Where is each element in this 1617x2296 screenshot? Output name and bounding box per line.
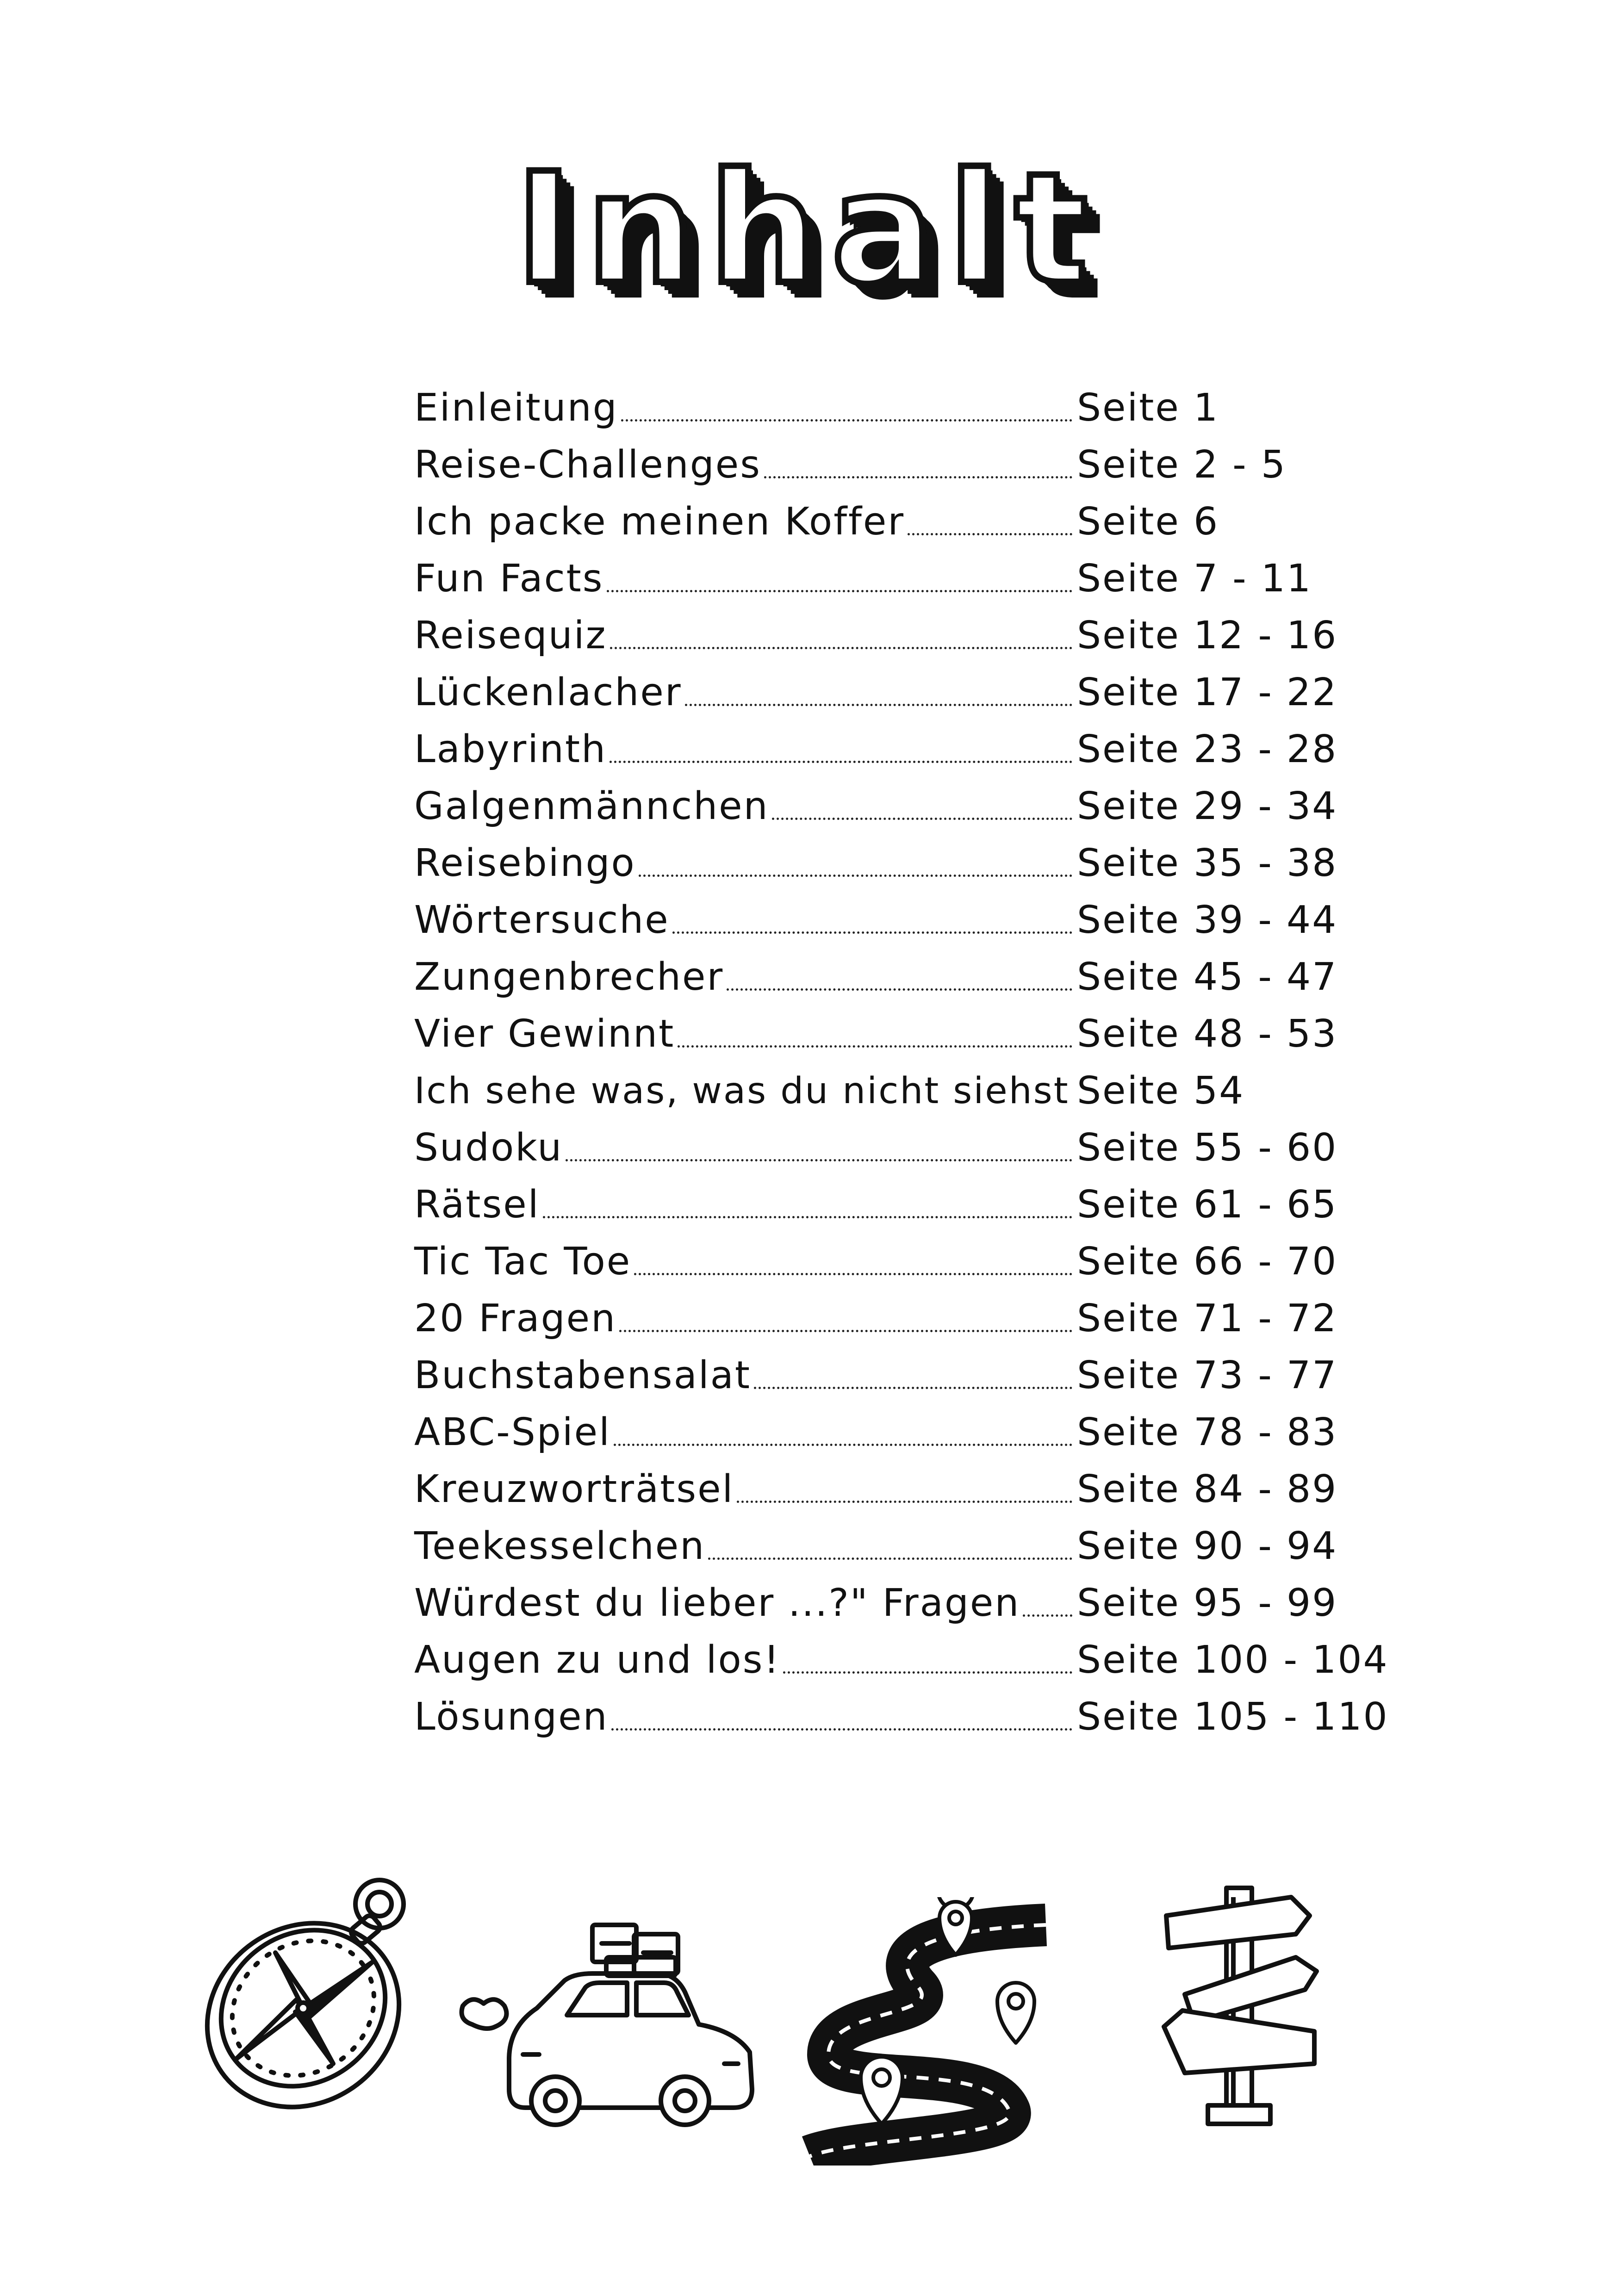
toc-entry (414, 1404, 1391, 1461)
toc-entry-title: Ich packe meinen Koffer (414, 500, 905, 544)
toc-entry (414, 1518, 1391, 1575)
toc-entry (414, 607, 1391, 664)
toc-entry-page: Seite 35 - 38 (1077, 841, 1338, 885)
toc-entry-title: ABC-Spiel (414, 1410, 611, 1454)
toc-entry-title: Reisequiz (414, 614, 607, 658)
toc-entry-page: Seite 48 - 53 (1077, 1012, 1338, 1056)
toc-leader-dots (611, 1728, 1072, 1731)
toc-entry-title: Kreuzworträtsel (414, 1467, 734, 1511)
toc-entry (414, 721, 1391, 778)
toc-entry-title: Labyrinth (414, 727, 607, 771)
toc-entry-title: Einleitung (414, 386, 618, 430)
toc-leader-dots (678, 1045, 1072, 1048)
toc-leader-dots (783, 1671, 1072, 1674)
toc-entry (414, 493, 1391, 550)
toc-entry (414, 835, 1391, 892)
toc-leader-dots (543, 1216, 1072, 1218)
toc-entry-page: Seite 55 - 60 (1077, 1126, 1338, 1170)
toc-entry-page: Seite 7 - 11 (1077, 557, 1312, 601)
toc-entry (414, 1461, 1391, 1518)
toc-leader-dots (708, 1558, 1072, 1560)
toc-entry-page: Seite 73 - 77 (1077, 1353, 1338, 1397)
toc-entry-title: Reisebingo (414, 841, 636, 885)
toc-entry-title: Fun Facts (414, 557, 604, 601)
toc-leader-dots (621, 419, 1072, 422)
toc-entry-title: Reise-Challenges (414, 443, 761, 487)
toc-entry-page: Seite 61 - 65 (1077, 1183, 1338, 1227)
toc-entry-title: Vier Gewinnt (414, 1012, 675, 1056)
toc-entry (414, 1005, 1391, 1062)
toc-entry-page: Seite 6 (1077, 500, 1219, 544)
toc-leader-dots (609, 761, 1072, 763)
toc-leader-dots (610, 647, 1072, 649)
toc-entry-page: Seite 95 - 99 (1077, 1581, 1338, 1625)
toc-entry (414, 379, 1391, 436)
toc-entry-page: Seite 29 - 34 (1077, 784, 1338, 828)
toc-entry-page: Seite 90 - 94 (1077, 1524, 1338, 1568)
toc-entry-title: Tic Tac Toe (414, 1240, 632, 1284)
toc-entry (414, 949, 1391, 1005)
toc-entry-title: Teekesselchen (414, 1524, 706, 1568)
toc-entry (414, 1290, 1391, 1347)
toc-leader-dots (764, 476, 1072, 478)
toc-entry-title: Würdest du lieber ...?" Fragen (414, 1581, 1020, 1625)
toc-entry (414, 1347, 1391, 1404)
toc-entry-title: Sudoku (414, 1126, 563, 1170)
toc-entry (414, 778, 1391, 835)
toc-leader-dots (772, 818, 1072, 820)
toc-entry (414, 436, 1391, 493)
toc-entry-title: Rätsel (414, 1183, 540, 1227)
winding-road-with-pins-icon (801, 1897, 1088, 2166)
toc-entry-page: Seite 2 - 5 (1077, 443, 1287, 487)
toc-entry-page: Seite 78 - 83 (1077, 1410, 1338, 1454)
toc-entry (414, 550, 1391, 607)
toc-leader-dots (754, 1387, 1072, 1389)
toc-entry-page: Seite 84 - 89 (1077, 1467, 1338, 1511)
toc-entry-title: Ich sehe was, was du nicht siehst (414, 1069, 1070, 1112)
toc-entry (414, 1176, 1391, 1233)
toc-entry (414, 1575, 1391, 1632)
toc-entry-page: Seite 45 - 47 (1077, 955, 1338, 999)
title-area (0, 140, 1617, 318)
toc-leader-dots (672, 931, 1072, 934)
toc-entry-title: Zungenbrecher (414, 955, 724, 999)
toc-leader-dots (619, 1330, 1072, 1332)
toc-leader-dots (634, 1273, 1072, 1275)
toc-entry (414, 892, 1391, 949)
toc-leader-dots (566, 1159, 1072, 1161)
toc-entry-page: Seite 23 - 28 (1077, 727, 1338, 771)
toc-entry-title: 20 Fragen (414, 1297, 617, 1340)
signpost-icon (1157, 1879, 1333, 2138)
compass-icon (194, 1869, 444, 2110)
toc-entry-title: Galgenmännchen (414, 784, 769, 828)
page-title: Inhalt (515, 140, 1102, 318)
toc-leader-dots (614, 1444, 1072, 1446)
toc-entry-page: Seite 66 - 70 (1077, 1240, 1338, 1284)
toc-leader-dots (1023, 1614, 1072, 1617)
toc-leader-dots (737, 1501, 1072, 1503)
toc-entry-title: Buchstabensalat (414, 1353, 752, 1397)
toc-leader-dots (727, 988, 1072, 991)
toc-entry (414, 1632, 1391, 1688)
toc-entry (414, 1233, 1391, 1290)
toc-entry-page: Seite 1 (1077, 386, 1219, 430)
toc-entry (414, 664, 1391, 721)
toc-entry-page: Seite 39 - 44 (1077, 898, 1338, 942)
toc-leader-dots (685, 704, 1072, 706)
toc-entry (414, 1688, 1391, 1745)
toc-leader-dots (607, 590, 1072, 592)
car-with-luggage-icon (454, 1916, 759, 2152)
toc-entry (414, 1062, 1391, 1119)
toc-entry-title: Lösungen (414, 1695, 609, 1739)
toc-leader-dots (639, 875, 1072, 877)
toc-entry-page: Seite 12 - 16 (1077, 614, 1338, 658)
toc-entry-page: Seite 54 (1077, 1069, 1245, 1113)
toc-entry-title: Augen zu und los! (414, 1638, 781, 1682)
toc-entry-title: Wörtersuche (414, 898, 670, 942)
toc-leader-dots (908, 533, 1072, 535)
toc-entry (414, 1119, 1391, 1176)
toc-entry-page: Seite 105 - 110 (1077, 1695, 1389, 1739)
toc-entry-page: Seite 17 - 22 (1077, 670, 1338, 714)
toc-entry-page: Seite 100 - 104 (1077, 1638, 1389, 1682)
toc-entry-title: Lückenlacher (414, 670, 682, 714)
toc-entry-page: Seite 71 - 72 (1077, 1297, 1338, 1340)
